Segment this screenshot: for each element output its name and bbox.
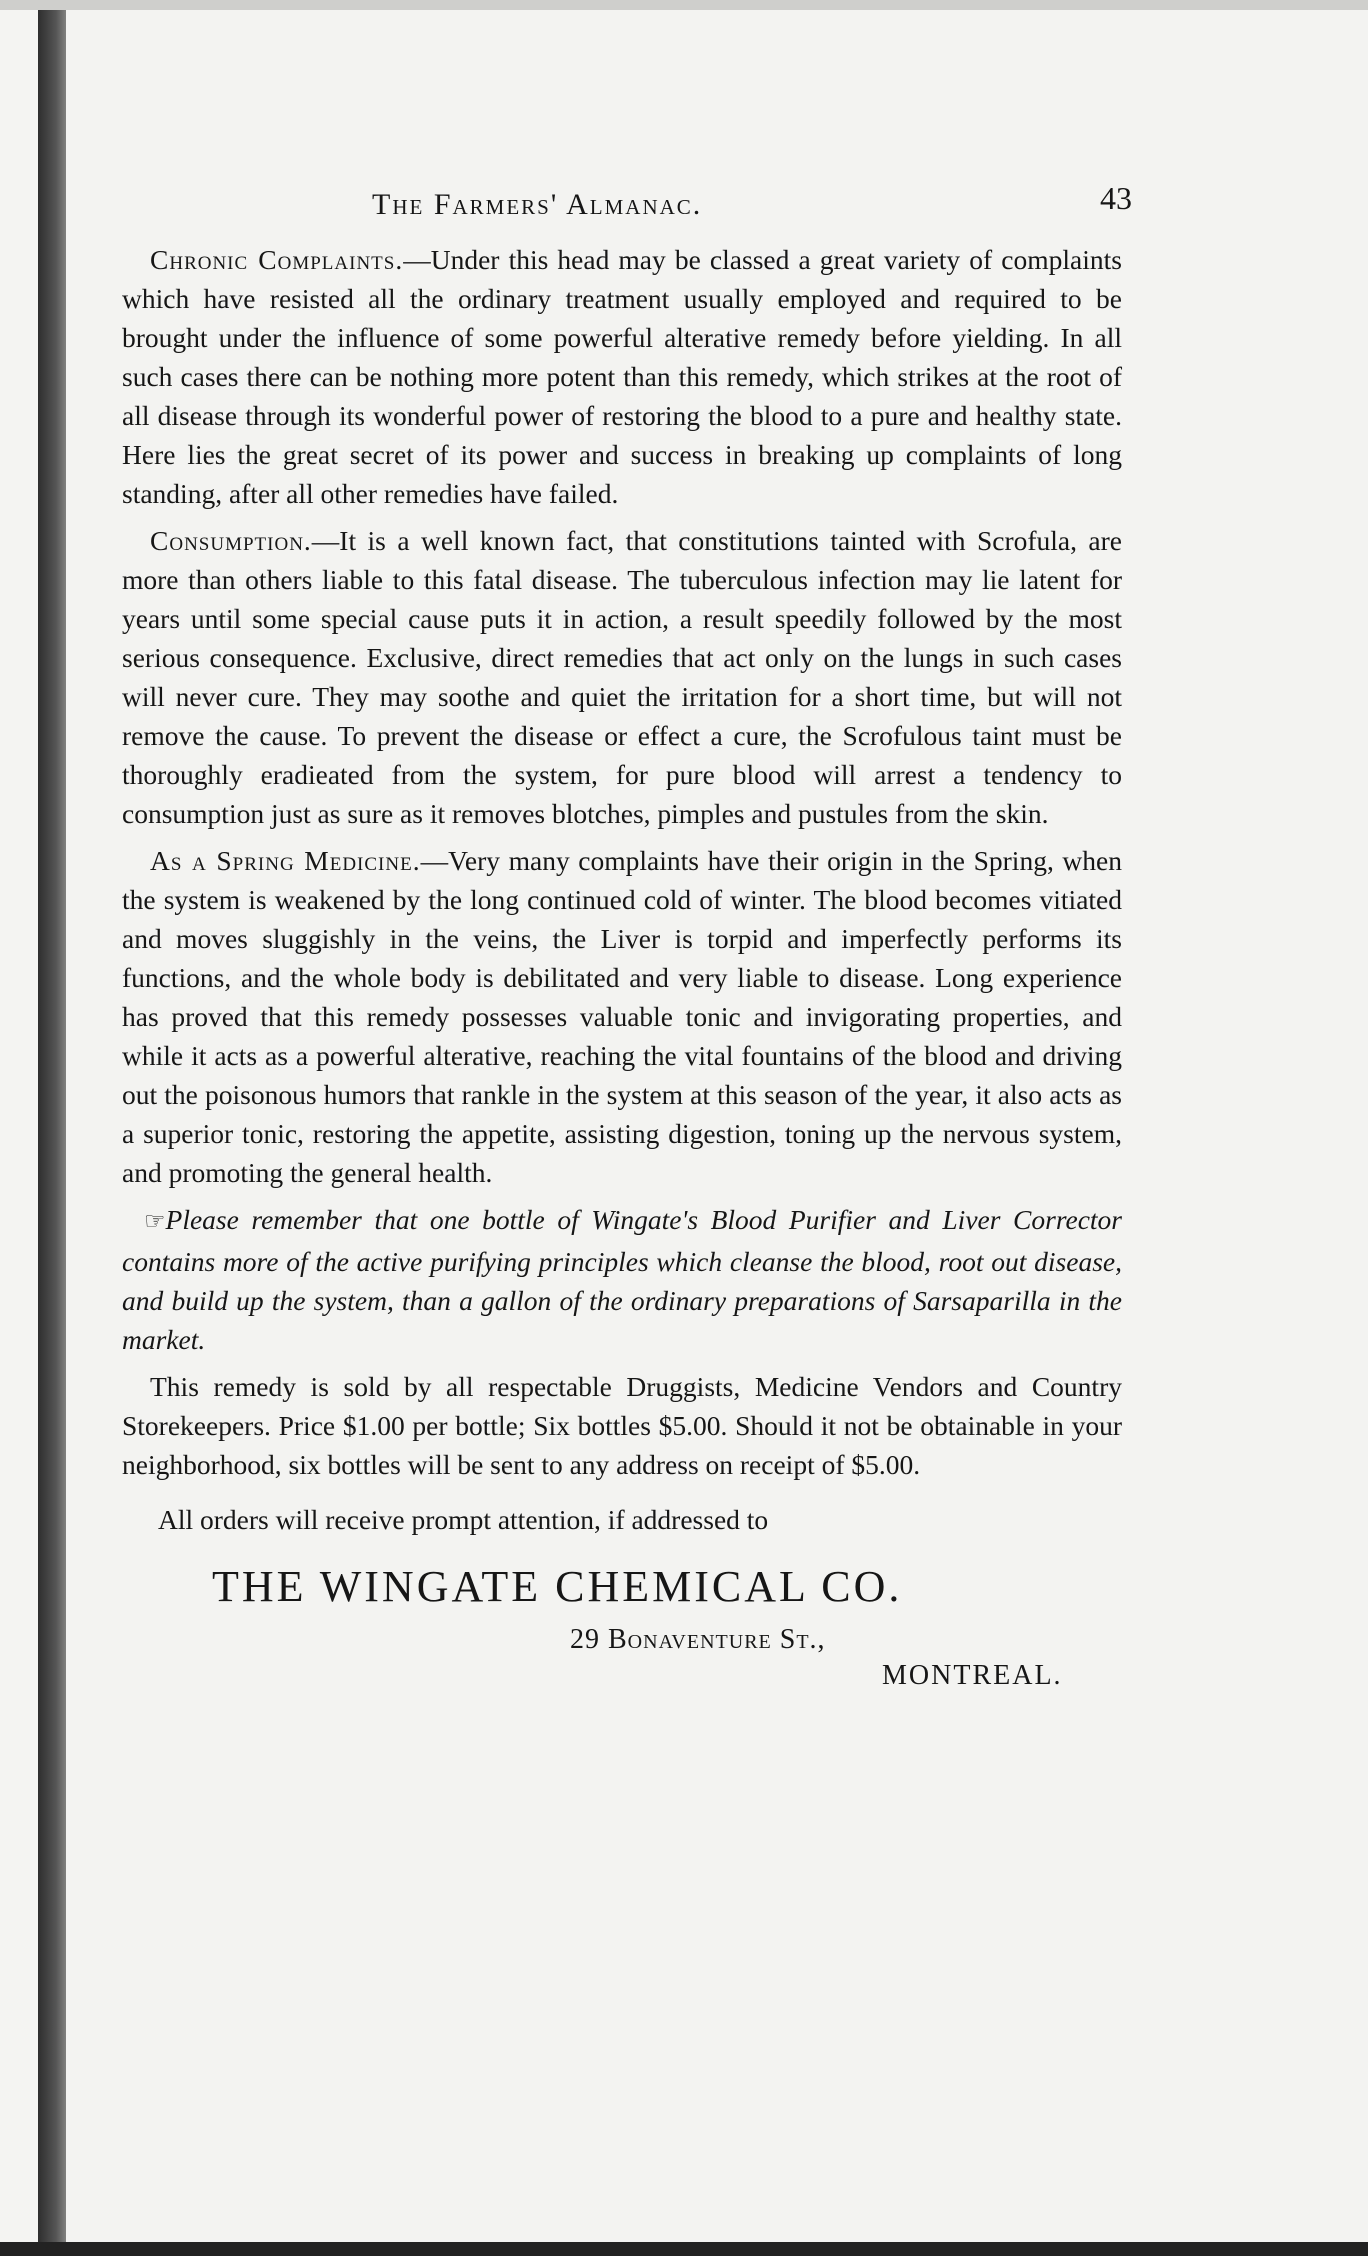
section-body: —Under this head may be classed a great variety of complaints which have resisted all the ordinary treatment usually employed and required to be brought under the influence of some powerful alterative remedy before yielding. In all such cases there can be nothing more potent than this remedy, which strikes at the root of all disease through its wonderful power of restoring the blood to a pure and healthy state. Here lies the great secret of its power and success in breaking up complaints of long standing, after all other remedies have failed.: [122, 244, 1122, 509]
book-left-edge: [0, 0, 42, 2256]
section-body: —Very many complaints have their origin in the Spring, when the system is weakened by the long continued cold of winter. The blood becomes vitiated and moves sluggishly in the veins, the Liver is torpid and imperfectly performs its functions, and the whole body is debilitated and very liable to disease. Long experience has proved that this remedy possesses valuable tonic and invigorating properties, and while it acts as a powerful alterative, reaching the vital fountains of the blood and driving out the poisonous humors that rankle in the system at this season of the year, it also acts as a superior tonic, restoring the appetite, assisting digestion, toning up the nervous system, and promoting the general health.: [122, 845, 1122, 1188]
orders-line: All orders will receive prompt attention, if addressed to: [158, 1504, 769, 1535]
section-spring-medicine: [122, 841, 1122, 1192]
section-heading: As a Spring Medicine.: [150, 845, 421, 876]
section-heading: Chronic Complaints.: [150, 244, 404, 275]
pointing-hand-icon: ☞: [144, 1209, 166, 1235]
section-consumption: [122, 521, 1122, 833]
notice-text: Please remember that one bottle of Wingate's Blood Purifier and Liver Corrector contains more of the active purifying principles which cleanse the blood, root out disease, and build up the system, than a gallon of the ordinary preparations of Sarsaparilla in the market.: [122, 1204, 1122, 1355]
sales-paragraph: This remedy is sold by all respectable Druggists, Medicine Vendors and Country Storekeepers. Price $1.00 per bottle; Six bottles $5.00. Should it not be obtainable in your neighborhood, six bottles will be sent to any address on receipt of $5.00.: [122, 1371, 1122, 1480]
running-title: The Farmers' Almanac.: [372, 188, 703, 221]
company-city: MONTREAL.: [882, 1660, 1063, 1691]
section-chronic-complaints: [122, 240, 1122, 513]
company-name: THE WINGATE CHEMICAL CO.: [212, 1562, 903, 1611]
page-content: [122, 180, 1132, 1692]
running-head: [122, 180, 1132, 240]
scan-top-edge: [0, 0, 1368, 10]
book-spine: [38, 0, 68, 2256]
section-body: —It is a well known fact, that constitutions tainted with Scrofula, are more than others liable to this fatal disease. The tuberculous infection may lie latent for years until some special cause puts it in action, a result speedily followed by the most serious consequence. Exclusive, direct remedies that act only on the lungs in such cases will never cure. They may soothe and quiet the irritation for a short time, but will not remove the cause. To prevent the disease or effect a cure, the Scrofulous taint must be thoroughly eradieated from the system, for pure blood will arrest a tendency to consumption just as sure as it removes blotches, pimples and pustules from the skin.: [122, 525, 1122, 829]
notice-paragraph: [122, 1200, 1122, 1359]
company-address: 29 Bonaventure St.,: [570, 1624, 826, 1655]
section-heading: Consumption.: [150, 525, 312, 556]
page-number: 43: [1100, 180, 1132, 216]
scan-bottom-edge: [0, 2242, 1368, 2256]
